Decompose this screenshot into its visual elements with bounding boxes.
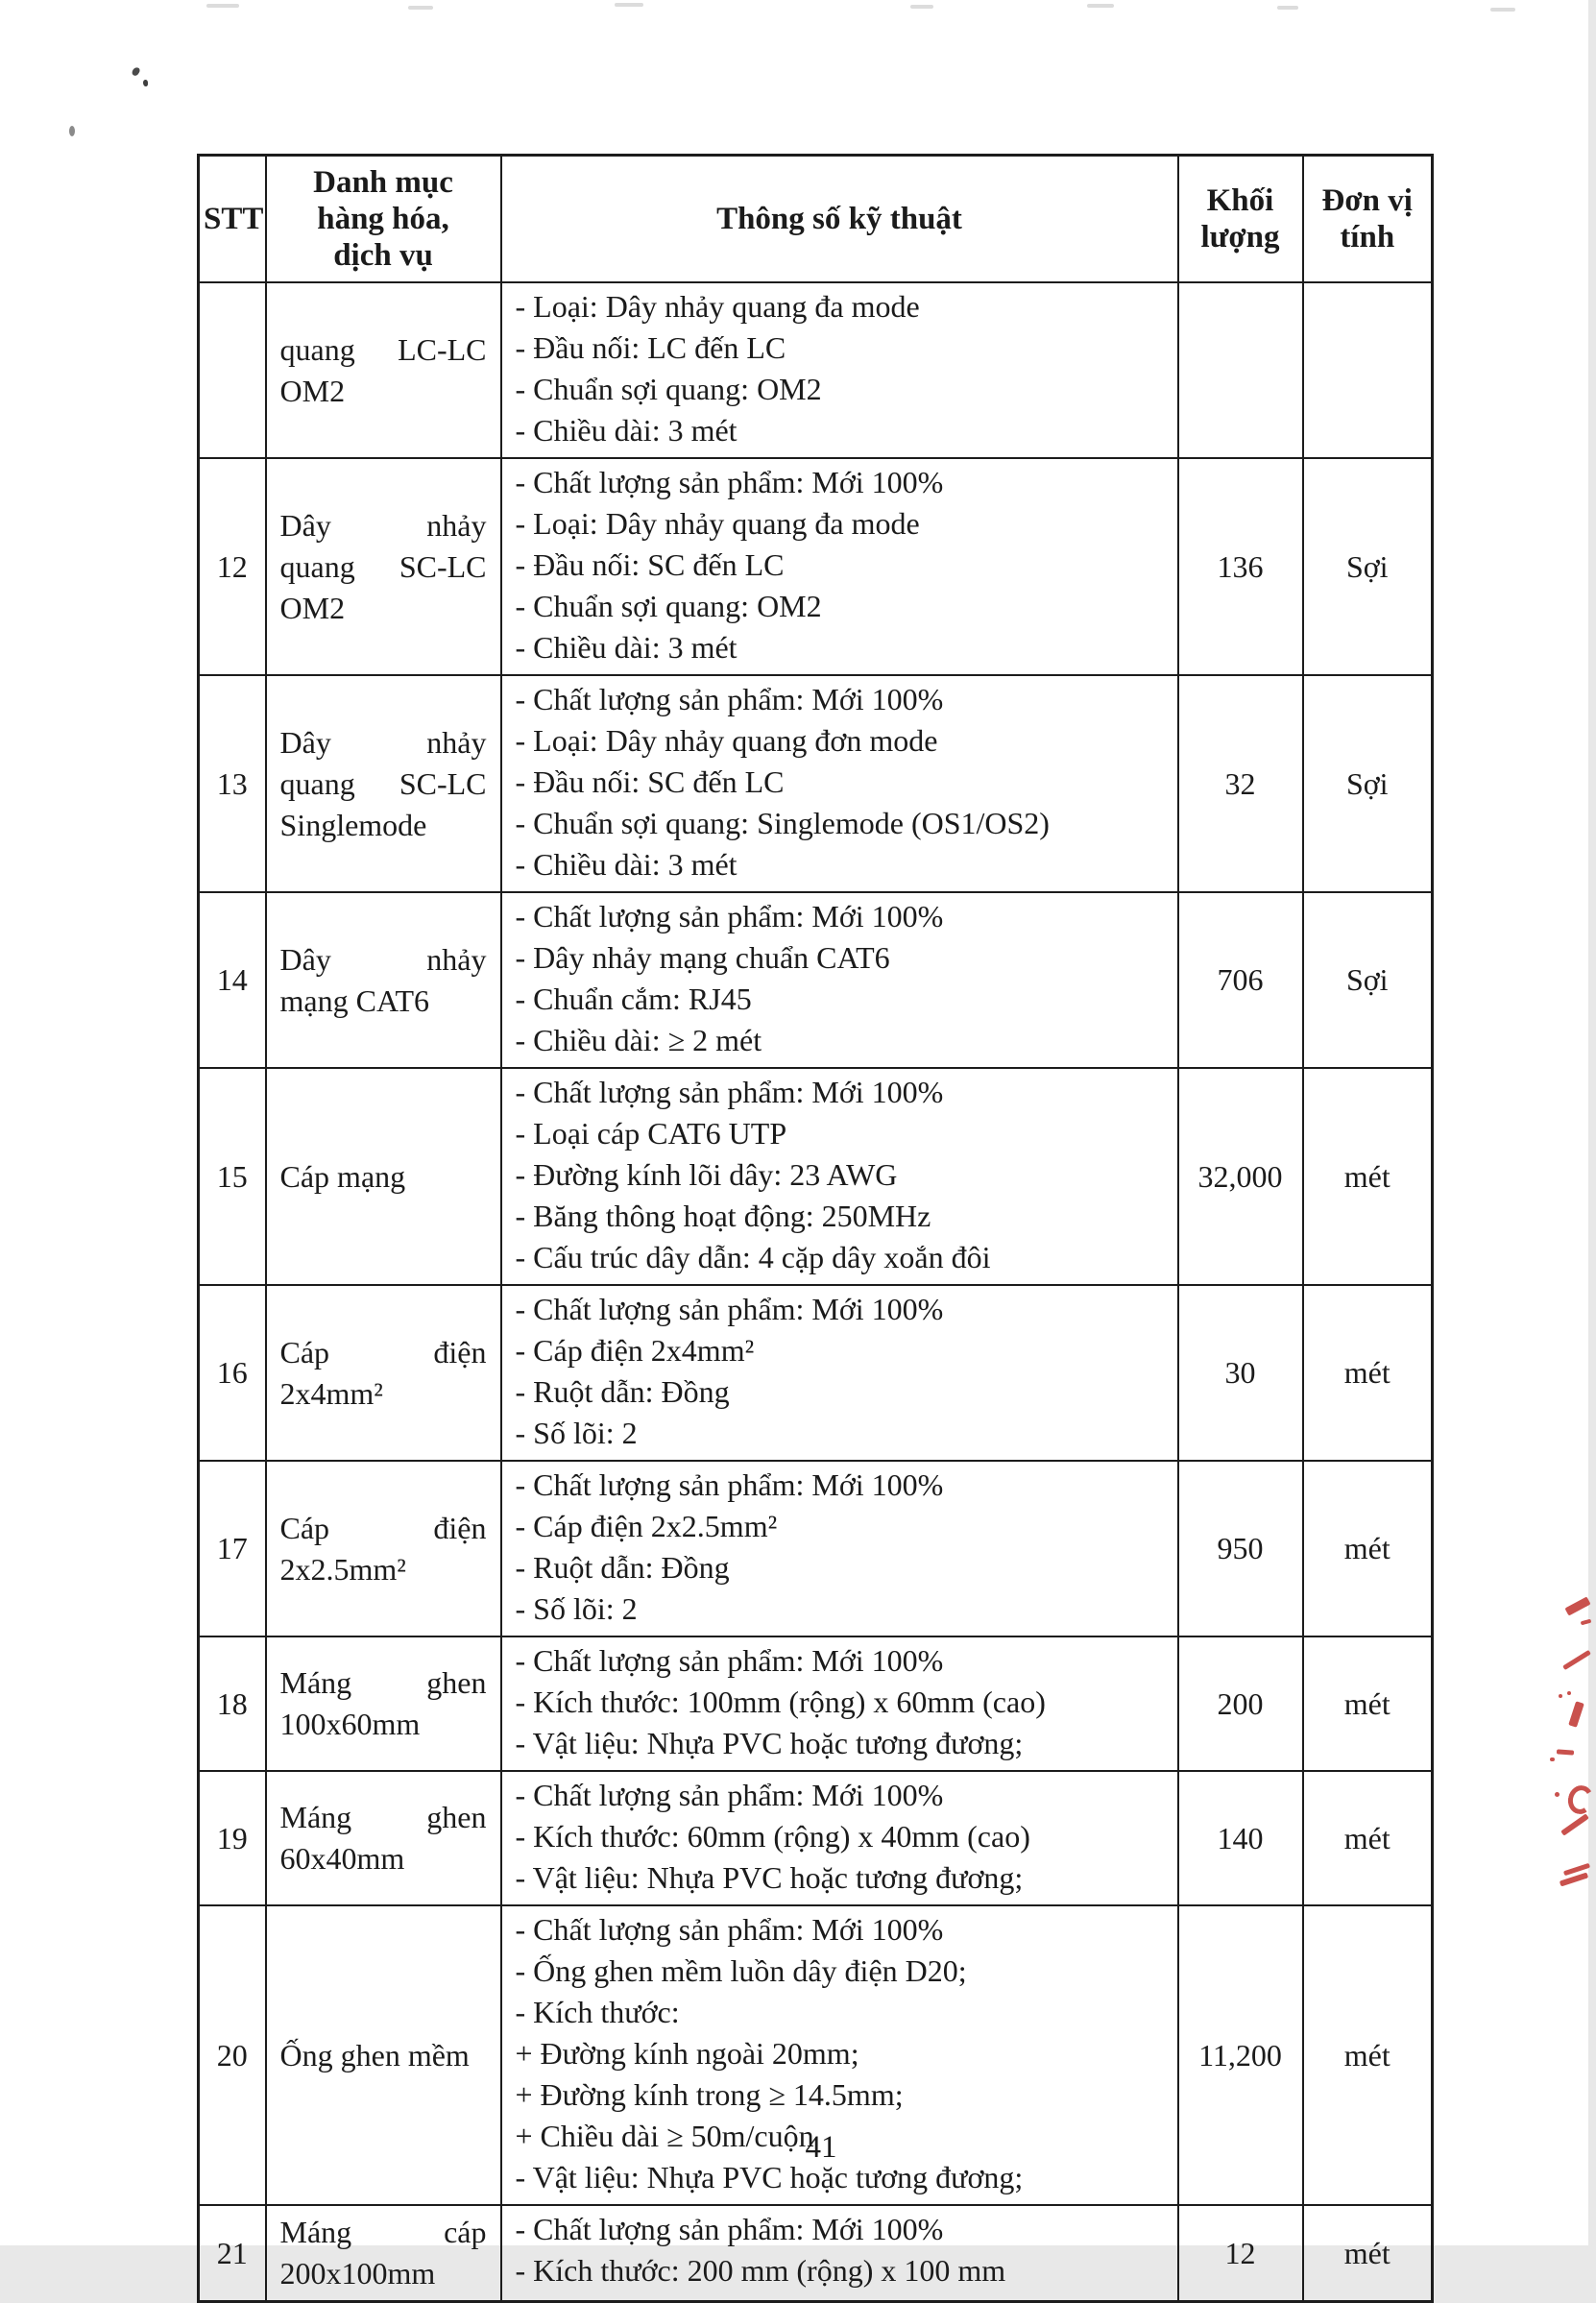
spec-line: - Chuẩn sợi quang: OM2 [515,372,822,406]
red-pen-mark [1560,1813,1589,1835]
ink-speck [69,126,75,136]
table-row [199,458,1433,675]
spec-line: - Cáp điện 2x2.5mm² [515,1509,778,1543]
row-item-name [266,282,501,458]
row-unit: mét [1303,2205,1433,2302]
item-name-line: Ống ghen mềm [279,2037,470,2073]
row-unit: Sợi [1303,458,1433,675]
row-stt: 12 [199,458,266,675]
scan-smudge [910,5,933,9]
row-stt: 13 [199,675,266,892]
row-specs [501,1636,1178,1771]
spec-line: - Chuẩn sợi quang: Singlemode (OS1/OS2) [515,806,1050,840]
item-name-line: Dây nhảy [279,724,487,760]
spec-line: - Kích thước: 200 mm (rộng) x 100 mm [515,2253,1006,2288]
red-pen-mark [1562,1650,1591,1670]
table-row [199,282,1433,458]
row-item-name [266,2205,501,2302]
row-stt: 14 [199,892,266,1068]
spec-line: - Chiều dài: 3 mét [515,413,738,448]
spec-line: - Chất lượng sản phẩm: Mới 100% [515,899,944,933]
row-specs [501,675,1178,892]
page-number: 41 [805,2130,837,2165]
row-specs [501,1461,1178,1636]
item-name-line: Máng ghen [279,1800,487,1834]
red-pen-mark [1555,1792,1560,1797]
item-name-line: quang LC-LC [279,331,487,367]
row-quantity: 950 [1178,1461,1303,1636]
spec-line: - Ống ghen mềm luồn dây điện D20; [515,1953,967,1988]
spec-line: - Loại: Dây nhảy quang đơn mode [515,723,938,758]
row-unit: mét [1303,1771,1433,1905]
row-unit: Sợi [1303,892,1433,1068]
header-item-name: Danh mục hàng hóa, dịch vụ [266,156,501,283]
row-quantity: 30 [1178,1285,1303,1461]
row-unit: mét [1303,1636,1433,1771]
item-name-line: Cáp điện [279,1510,487,1545]
header-quantity: Khối lượng [1178,156,1303,283]
row-stt: 19 [199,1771,266,1905]
table-row [199,675,1433,892]
spec-line: - Chất lượng sản phẩm: Mới 100% [515,1075,944,1109]
table-row [199,1285,1433,1461]
item-name-line: Dây nhảy [279,507,487,543]
row-quantity: 200 [1178,1636,1303,1771]
row-stt: 15 [199,1068,266,1285]
spec-line: - Đầu nối: SC đến LC [515,764,785,799]
item-name-line: 2x4mm² [279,1375,383,1411]
spec-line: + Chiều dài ≥ 50m/cuộn [515,2119,814,2153]
spec-line: - Chiều dài: ≥ 2 mét [515,1023,762,1057]
item-name-line: Singlemode [279,807,427,842]
header-row [199,156,1433,283]
spec-line: - Cấu trúc dây dẫn: 4 cặp dây xoắn đôi [515,1240,991,1274]
row-quantity: 706 [1178,892,1303,1068]
item-name-line: Cáp mạng [279,1158,406,1194]
row-item-name [266,1771,501,1905]
item-name-line: 200x100mm [279,2256,436,2291]
scan-smudge [1087,4,1114,8]
row-quantity [1178,282,1303,458]
spec-line: - Vật liệu: Nhựa PVC hoặc tương đương; [515,2160,1024,2194]
row-unit: mét [1303,1285,1433,1461]
spec-line: - Loại cáp CAT6 UTP [515,1116,787,1151]
red-pen-mark [1567,1691,1571,1695]
item-name-line: OM2 [279,590,346,625]
scan-smudge [1277,6,1298,10]
scan-smudge [206,4,239,8]
spec-table [197,154,1434,2303]
row-specs [501,458,1178,675]
red-pen-mark [1568,1701,1584,1728]
item-name-line: 60x40mm [279,1841,405,1876]
spec-line: - Chất lượng sản phẩm: Mới 100% [515,1912,944,1947]
spec-line: - Vật liệu: Nhựa PVC hoặc tương đương; [515,1726,1024,1760]
spec-line: - Chất lượng sản phẩm: Mới 100% [515,465,944,499]
spec-line: - Đầu nối: SC đến LC [515,547,785,582]
spec-line: - Chất lượng sản phẩm: Mới 100% [515,2212,944,2246]
row-unit: mét [1303,1905,1433,2205]
spec-line: - Số lõi: 2 [515,1591,638,1626]
row-quantity: 32,000 [1178,1068,1303,1285]
row-specs [501,2205,1178,2302]
red-pen-mark [1559,1694,1562,1698]
item-name-line: mạng CAT6 [279,982,430,1018]
row-stt: 18 [199,1636,266,1771]
table-row [199,1636,1433,1771]
red-pen-mark [1557,1749,1574,1755]
header-stt: STT [199,156,266,283]
item-name-line: Cáp điện [279,1334,487,1370]
spec-line: - Chiều dài: 3 mét [515,630,738,665]
row-quantity: 12 [1178,2205,1303,2302]
row-item-name [266,1461,501,1636]
spec-line: - Chuẩn sợi quang: OM2 [515,589,822,623]
spec-line: - Kích thước: 60mm (rộng) x 40mm (cao) [515,1819,1030,1854]
item-name-line: quang SC-LC [279,548,487,584]
row-item-name [266,458,501,675]
row-stt: 17 [199,1461,266,1636]
spec-line: - Băng thông hoạt động: 250MHz [515,1199,931,1233]
row-item-name [266,892,501,1068]
row-item-name [266,675,501,892]
spec-line: + Đường kính ngoài 20mm; [515,2036,859,2071]
spec-line: - Kích thước: 100mm (rộng) x 60mm (cao) [515,1685,1046,1719]
table-row [199,892,1433,1068]
scan-smudge [408,6,433,10]
spec-line: - Đầu nối: LC đến LC [515,330,786,365]
item-name-line: 100x60mm [279,1707,421,1741]
table-row [199,1068,1433,1285]
item-name-line: OM2 [279,373,346,408]
row-quantity: 140 [1178,1771,1303,1905]
table-row [199,1771,1433,1905]
row-specs [501,1285,1178,1461]
spec-line: - Chất lượng sản phẩm: Mới 100% [515,682,944,716]
row-unit: Sợi [1303,675,1433,892]
item-name-line: Máng cáp [279,2215,487,2249]
ink-speck [131,66,140,77]
red-pen-mark [1550,1758,1555,1761]
spec-line: - Đường kính lõi dây: 23 AWG [515,1157,898,1192]
table-row [199,1461,1433,1636]
spec-line: - Loại: Dây nhảy quang đa mode [515,506,920,541]
spec-line: - Chất lượng sản phẩm: Mới 100% [515,1778,944,1812]
row-stt: 20 [199,1905,266,2205]
spec-line: + Đường kính trong ≥ 14.5mm; [515,2077,904,2112]
spec-line: - Loại: Dây nhảy quang đa mode [515,289,920,324]
row-quantity: 136 [1178,458,1303,675]
spec-line: - Chất lượng sản phẩm: Mới 100% [515,1467,944,1502]
row-specs [501,892,1178,1068]
spec-line: - Số lõi: 2 [515,1416,638,1450]
table-header [199,156,1433,283]
spec-line: - Chất lượng sản phẩm: Mới 100% [515,1643,944,1678]
row-item-name [266,1068,501,1285]
table-body [199,282,1433,2302]
row-quantity: 32 [1178,675,1303,892]
scan-smudge [1490,8,1515,12]
item-name-line: Dây nhảy [279,941,487,977]
spec-line: - Chuẩn cắm: RJ45 [515,982,752,1016]
row-item-name [266,1905,501,2205]
spec-line: - Ruột dẫn: Đồng [515,1550,730,1585]
item-name-line: Máng ghen [279,1665,487,1700]
row-specs [501,1068,1178,1285]
spec-line: - Cáp điện 2x4mm² [515,1333,755,1368]
red-pen-mark [1564,1596,1590,1615]
row-unit: mét [1303,1461,1433,1636]
row-stt [199,282,266,458]
row-item-name [266,1636,501,1771]
scan-smudge [615,3,643,7]
row-stt: 21 [199,2205,266,2302]
row-quantity: 11,200 [1178,1905,1303,2205]
table-row [199,2205,1433,2302]
spec-line: - Kích thước: [515,1995,680,2029]
ink-speck [143,80,148,86]
row-unit: mét [1303,1068,1433,1285]
red-pen-mark [1581,1619,1592,1626]
item-name-line: 2x2.5mm² [279,1551,406,1587]
spec-line: - Chiều dài: 3 mét [515,847,738,882]
row-specs [501,1771,1178,1905]
spec-line: - Ruột dẫn: Đồng [515,1374,730,1409]
header-specs: Thông số kỹ thuật [501,156,1178,283]
header-unit: Đơn vị tính [1303,156,1433,283]
row-unit [1303,282,1433,458]
red-pen-mark [1565,1783,1596,1817]
row-specs [501,282,1178,458]
spec-line: - Dây nhảy mạng chuẩn CAT6 [515,940,890,975]
spec-line: - Vật liệu: Nhựa PVC hoặc tương đương; [515,1860,1024,1895]
row-stt: 16 [199,1285,266,1461]
spec-line: - Chất lượng sản phẩm: Mới 100% [515,1292,944,1326]
item-name-line: quang SC-LC [279,765,487,801]
row-item-name [266,1285,501,1461]
